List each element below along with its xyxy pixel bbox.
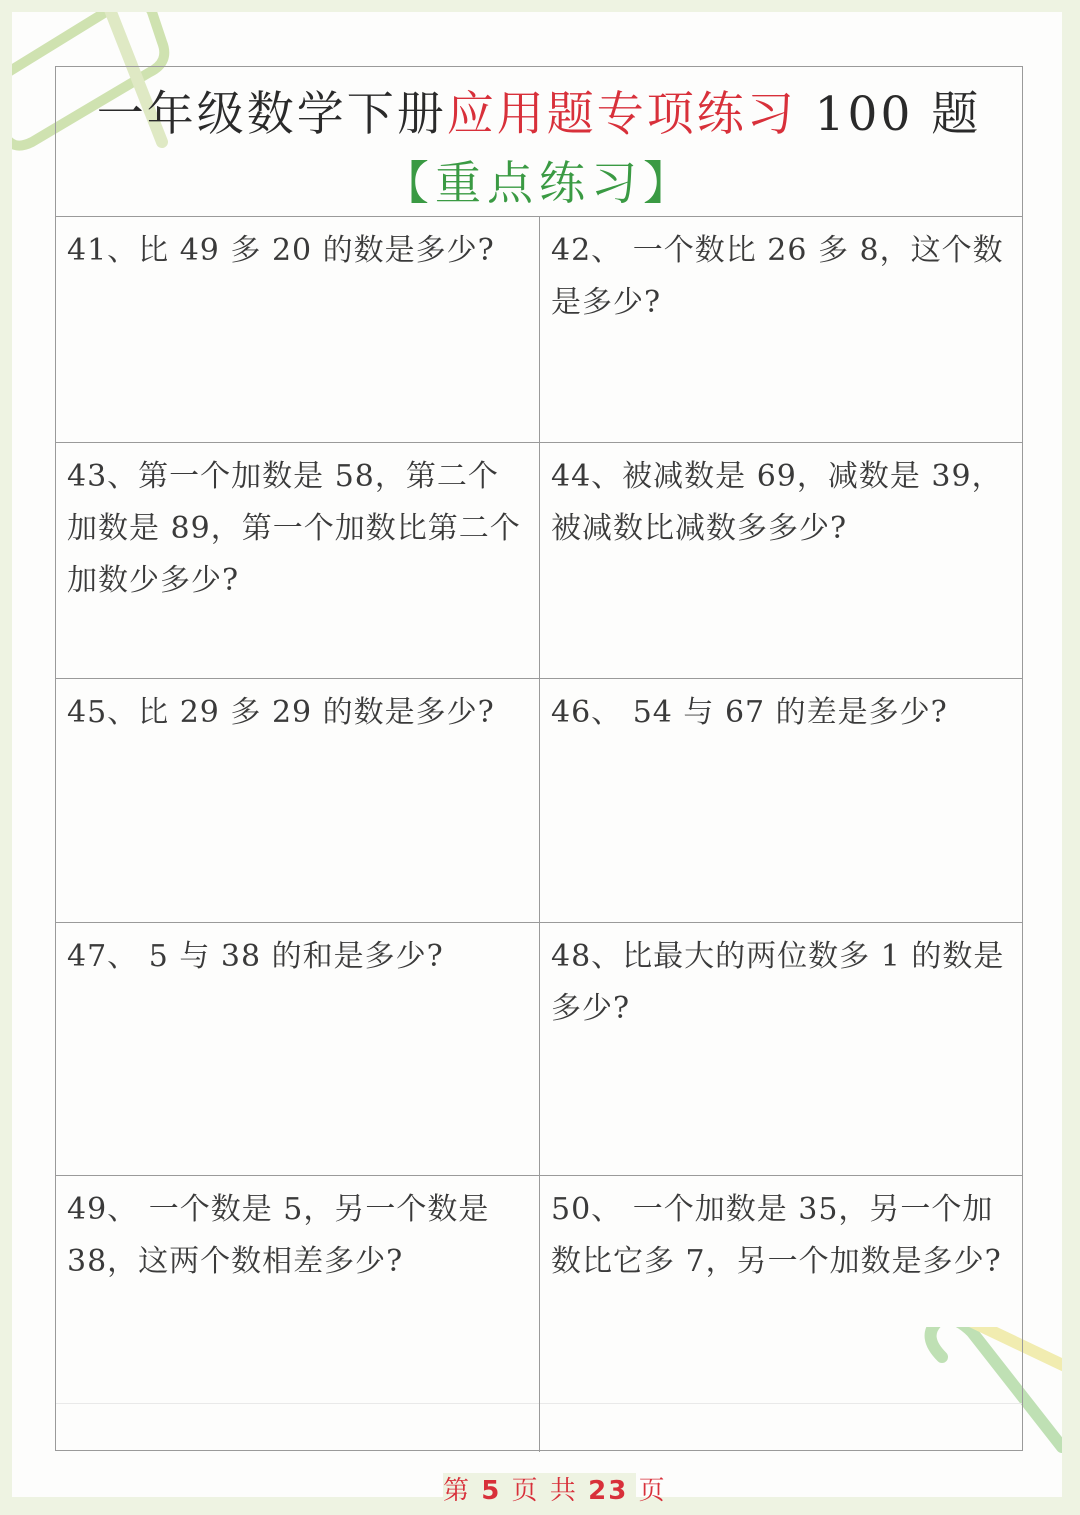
page-title (56, 77, 1022, 144)
problem-cell-42 (540, 217, 1022, 443)
title-red-part: 应用题专项练习 (446, 87, 797, 142)
problem-text: 42、 一个数比 26 多 8，这个数是多少? (551, 233, 1004, 320)
page-number-footer (443, 1473, 667, 1509)
title-tail-part: 100 题 (796, 87, 982, 142)
page-subtitle: 【重点练习】 (383, 156, 695, 210)
problem-cell-48 (540, 923, 1022, 1176)
problem-cell-47 (56, 923, 540, 1176)
footer-prefix: 第 (443, 1476, 472, 1506)
problem-text: 49、 一个数是 5，另一个数是 38，这两个数相差多少? (67, 1192, 490, 1279)
footer-middle: 页 共 (511, 1476, 578, 1506)
problem-text: 41、比 49 多 20 的数是多少? (67, 233, 495, 268)
problem-cell-41 (56, 217, 540, 443)
problem-text: 47、 5 与 38 的和是多少? (67, 939, 444, 974)
problem-text: 43、第一个加数是 58，第二个加数是 89，第一个加数比第二个加数少多少? (67, 459, 521, 598)
title-black-part: 一年级数学下册 (96, 87, 447, 142)
problem-grid (56, 217, 1022, 1452)
worksheet-table (55, 66, 1023, 1451)
total-pages-number: 23 (588, 1476, 629, 1506)
problem-text: 50、 一个加数是 35，另一个加数比它多 7，另一个加数是多少? (551, 1192, 1002, 1279)
problem-cell-50 (540, 1176, 1022, 1452)
problem-cell-46 (540, 679, 1022, 923)
current-page-number: 5 (481, 1476, 502, 1506)
worksheet-header (56, 67, 1022, 217)
problem-cell-43 (56, 443, 540, 679)
problem-text: 46、 54 与 67 的差是多少? (551, 695, 948, 730)
problem-cell-44 (540, 443, 1022, 679)
problem-text: 48、比最大的两位数多 1 的数是多少? (551, 939, 1005, 1026)
problem-text: 44、被减数是 69，减数是 39，被减数比减数多多少? (551, 459, 1003, 546)
problem-cell-49 (56, 1176, 540, 1452)
problem-text: 45、比 29 多 29 的数是多少? (67, 695, 495, 730)
footer-suffix: 页 (638, 1476, 667, 1506)
problem-cell-45 (56, 679, 540, 923)
